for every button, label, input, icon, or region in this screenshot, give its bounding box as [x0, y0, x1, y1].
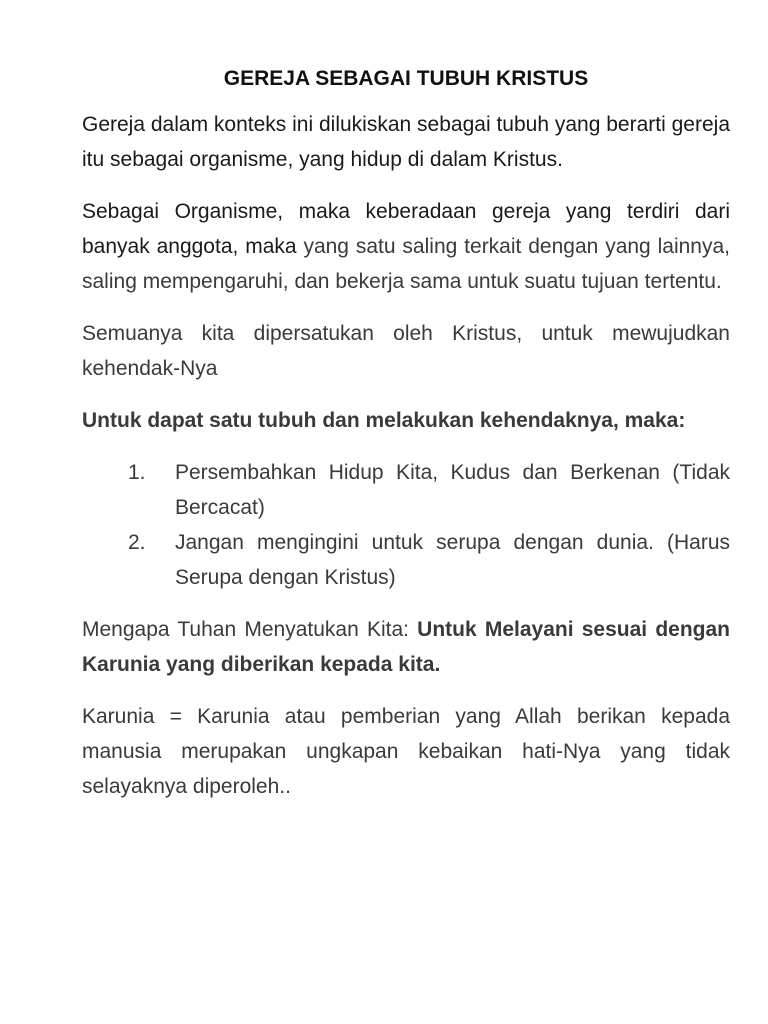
document-title: GEREJA SEBAGAI TUBUH KRISTUS — [223, 67, 589, 90]
paragraph-united: Semuanya kita dipersatukan oleh Kristus, untuk mewujudkan kehendak-Nya — [82, 322, 730, 381]
list-item-number: 2. — [128, 531, 146, 555]
list-item-text: Persembahkan Hidup Kita, Kudus dan Berkenan (Tidak Bercacat) — [175, 461, 730, 520]
paragraph-organism-rest: yang satu saling terkait dengan yang lainnya, saling mempengaruhi, dan bekerja sama untuk suatu tujuan tertentu. — [82, 235, 730, 294]
steps-list — [82, 455, 730, 595]
list-item — [82, 455, 730, 525]
document-page — [82, 64, 730, 821]
list-item — [82, 525, 730, 595]
paragraph-karunia: Karunia = Karunia atau pemberian yang Allah berikan kepada manusia merupakan ungkapan kebaikan hati-Nya yang tidak selayaknya diperoleh.. — [82, 705, 730, 799]
paragraph-organism — [82, 194, 730, 299]
paragraph-intro: Gereja dalam konteks ini dilukiskan sebagai tubuh yang berarti gereja itu sebagai organisme, yang hidup di dalam Kristus. — [82, 113, 730, 172]
paragraph-why — [82, 612, 730, 682]
paragraph-why-answer: Untuk Melayani sesuai dengan Karunia yang diberikan kepada kita. — [82, 618, 730, 677]
paragraph-heading-steps: Untuk dapat satu tubuh dan melakukan kehendaknya, maka: — [82, 409, 686, 433]
paragraph-why-question: Mengapa Tuhan Menyatukan Kita: — [82, 618, 418, 642]
list-item-text: Jangan mengingini untuk serupa dengan dunia. (Harus Serupa dengan Kristus) — [175, 531, 730, 590]
list-item-number: 1. — [128, 461, 146, 485]
paragraph-organism-lead: Sebagai Organisme, maka keberadaan gereja yang terdiri dari banyak anggota, maka — [82, 200, 730, 259]
